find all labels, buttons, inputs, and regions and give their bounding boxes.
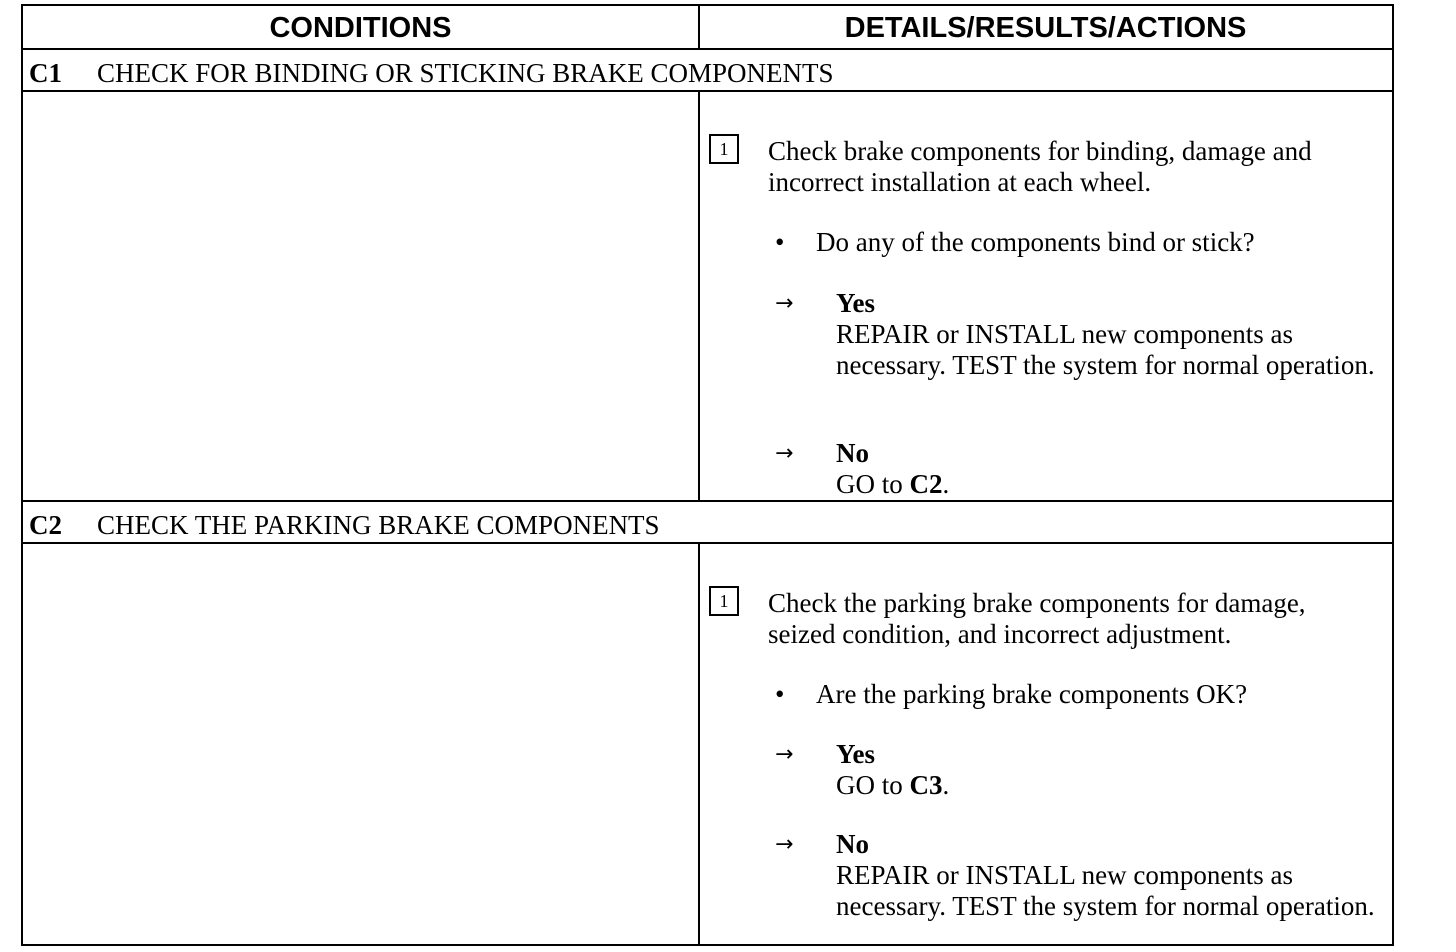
arrow-right-icon: → (775, 441, 794, 466)
no-label: No (836, 829, 869, 859)
column-divider (698, 544, 700, 944)
no-action-period: . (942, 469, 950, 499)
arrow-right-icon: → (775, 291, 794, 316)
no-action: REPAIR or INSTALL new components as necessary. TEST the system for normal operation. (836, 860, 1375, 921)
step-question: Do any of the components bind or stick? (816, 227, 1255, 257)
yes-action: REPAIR or INSTALL new components as necessary. TEST the system for normal operation. (836, 319, 1375, 380)
column-divider (698, 92, 700, 502)
arrow-right-icon: → (775, 742, 794, 767)
goto-step-link: C2 (909, 469, 943, 499)
no-action (836, 469, 1381, 500)
yes-branch (836, 739, 1381, 801)
yes-label: Yes (836, 288, 875, 318)
arrow-right-icon: → (775, 832, 794, 857)
yes-branch (836, 288, 1381, 381)
step-number-box: 1 (709, 134, 739, 164)
step-id: C1 (29, 58, 62, 88)
step-number-box: 1 (709, 586, 739, 616)
goto-step-link: C3 (909, 770, 943, 800)
step-instruction: Check the parking brake components for damage, seized condition, and incorrect adjustment. (768, 588, 1306, 649)
step-question: Are the parking brake components OK? (816, 679, 1248, 709)
step-title-row (29, 502, 660, 544)
step-id: C2 (29, 510, 62, 540)
step-title: CHECK FOR BINDING OR STICKING BRAKE COMPONENTS (97, 58, 834, 88)
header-details-results-actions: DETAILS/RESULTS/ACTIONS (844, 12, 1247, 44)
yes-label: Yes (836, 739, 875, 769)
bullet-icon: • (775, 227, 785, 257)
yes-action-period: . (942, 770, 950, 800)
no-label: No (836, 438, 869, 468)
yes-action (836, 770, 1381, 801)
bullet-icon: • (775, 679, 785, 709)
no-branch (836, 438, 1381, 500)
header-conditions: CONDITIONS (269, 12, 452, 44)
no-branch (836, 829, 1381, 922)
step-title: CHECK THE PARKING BRAKE COMPONENTS (97, 510, 660, 540)
step-title-row (29, 50, 834, 92)
yes-action-text: GO to (836, 770, 910, 800)
step-instruction: Check brake components for binding, damage and incorrect installation at each wheel. (768, 136, 1312, 197)
diagnostic-table (21, 4, 1394, 946)
column-divider (698, 6, 700, 50)
no-action-text: GO to (836, 469, 910, 499)
